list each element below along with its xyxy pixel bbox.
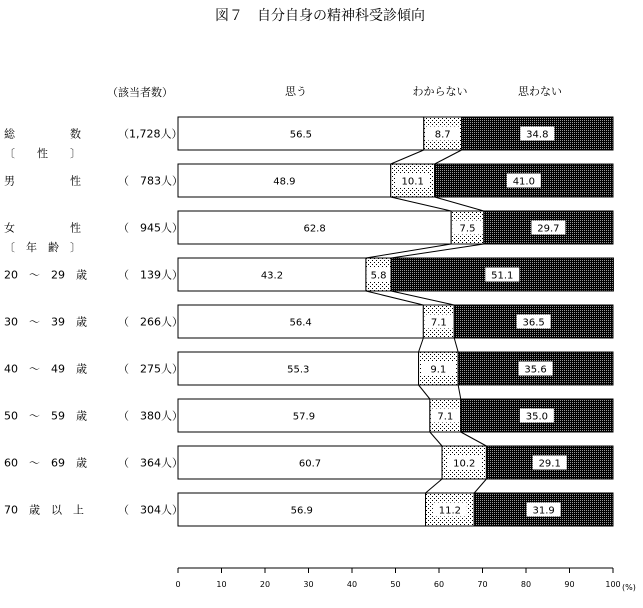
row-count: （ 783人）: [118, 174, 183, 188]
x-axis-ticks: [175, 568, 620, 589]
connector-line: [419, 338, 424, 352]
row-count: （ 275人）: [118, 362, 183, 376]
row-count: （ 266人）: [118, 315, 183, 329]
x-tick-label: 90: [564, 580, 575, 589]
value-label: 7.1: [437, 411, 454, 423]
value-label: 36.5: [522, 317, 545, 329]
row-label: 総 数: [4, 127, 81, 141]
value-label: 48.9: [273, 176, 296, 188]
x-tick-label: 60: [433, 580, 445, 589]
x-tick-label: 40: [346, 580, 358, 589]
connector-line: [391, 150, 424, 164]
value-label: 55.3: [287, 364, 310, 376]
value-label: 29.7: [537, 223, 560, 235]
row-label: 70 歳 以 上: [4, 503, 84, 517]
legend-disagree: 思わない: [518, 85, 562, 98]
row-count: （ 945人）: [118, 221, 183, 235]
value-label: 29.1: [538, 458, 561, 470]
x-tick-label: 50: [390, 580, 401, 589]
x-tick-label: 0: [175, 580, 181, 589]
value-label: 5.8: [370, 270, 387, 282]
row-label: 女 性: [4, 221, 81, 235]
legend-unsure: わからない: [412, 85, 468, 98]
row-count: （ 304人）: [118, 503, 183, 517]
value-label: 34.8: [526, 129, 549, 141]
connector-line: [391, 291, 454, 305]
connector-line: [454, 338, 458, 352]
connector-line: [435, 150, 462, 164]
x-tick-label: 80: [520, 580, 532, 589]
row-label: 60 ～ 69 歳: [4, 456, 87, 470]
value-label: 10.1: [401, 176, 424, 188]
connector-line: [430, 432, 442, 446]
value-label: 10.2: [453, 458, 476, 470]
value-label: 35.6: [524, 364, 547, 376]
value-label: 57.9: [292, 411, 316, 423]
value-label: 56.9: [290, 505, 313, 517]
value-label: 60.7: [298, 458, 322, 470]
row-count: （1,728人）: [118, 127, 183, 141]
count-header: （該当者数）: [107, 86, 173, 99]
row-count: （ 380人）: [118, 409, 183, 423]
value-label: 8.7: [434, 129, 451, 141]
row-label: 20 ～ 29 歳: [4, 268, 87, 282]
bars-group: [178, 117, 613, 526]
value-label: 56.4: [289, 317, 312, 329]
value-label: 11.2: [438, 505, 462, 517]
x-tick-label: 100: [605, 580, 621, 589]
row-label: 30 ～ 39 歳: [4, 315, 87, 329]
value-label: 7.5: [459, 223, 476, 235]
connector-line: [419, 385, 430, 399]
value-label: 56.5: [289, 129, 313, 141]
group-header: 〔 年 齢 〕: [4, 241, 81, 254]
value-label: 9.1: [430, 364, 447, 376]
connector-line: [426, 479, 443, 493]
x-axis-unit: (%): [622, 583, 636, 592]
legend-agree: 思う: [285, 85, 307, 98]
x-tick-label: 20: [259, 580, 271, 589]
value-label: 35.0: [525, 411, 549, 423]
value-label: 41.0: [512, 176, 535, 188]
value-label: 7.1: [430, 317, 447, 329]
connector-line: [474, 479, 486, 493]
group-header: 〔 性 〕: [4, 147, 81, 160]
value-label: 31.9: [532, 505, 555, 517]
value-label: 62.8: [303, 223, 326, 235]
connector-line: [366, 291, 423, 305]
row-labels: [4, 127, 183, 517]
row-label: 40 ～ 49 歳: [4, 362, 87, 376]
row-label: 男 性: [4, 174, 81, 188]
connector-line: [461, 432, 487, 446]
row-label: 50 ～ 59 歳: [4, 409, 87, 423]
x-tick-label: 10: [216, 580, 227, 589]
x-tick-label: 30: [303, 580, 314, 589]
value-label: 51.1: [491, 270, 514, 282]
x-tick-label: 70: [477, 580, 488, 589]
value-label: 43.2: [260, 270, 284, 282]
connector-line: [458, 385, 461, 399]
chart-title: 図７ 自分自身の精神科受診傾向: [215, 8, 425, 24]
row-count: （ 139人）: [118, 268, 183, 282]
row-count: （ 364人）: [118, 456, 183, 470]
